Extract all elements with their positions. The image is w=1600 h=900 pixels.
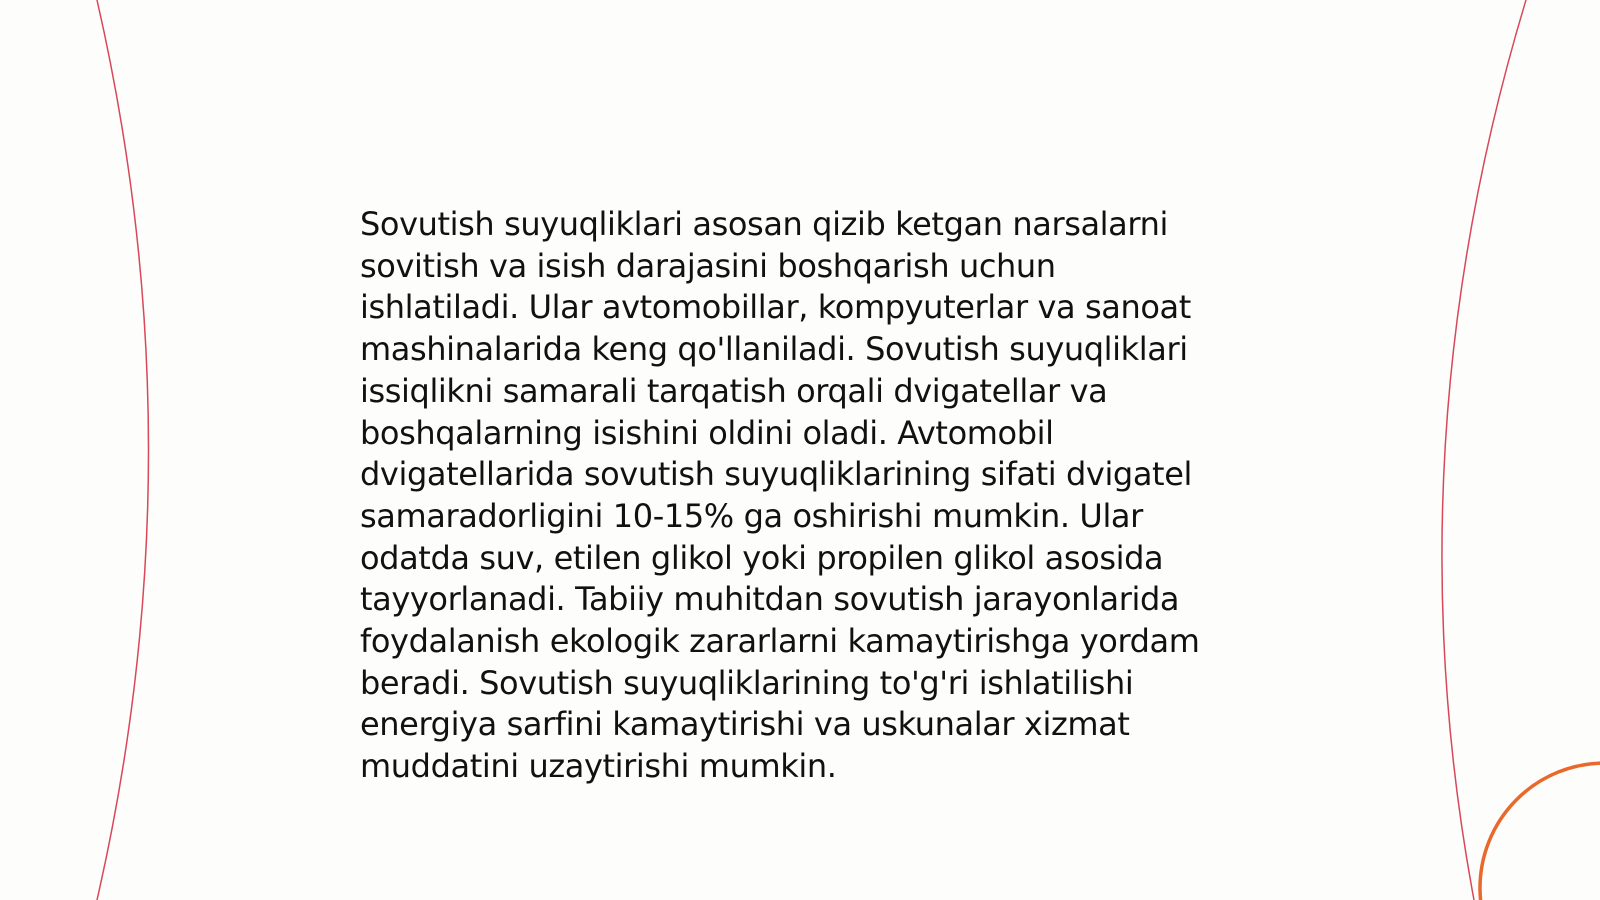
accent-circle	[1480, 763, 1600, 900]
left-arc	[97, 0, 149, 900]
body-text: Sovutish suyuqliklari asosan qizib ketgan narsalarni sovitish va isish darajasini boshqarish uchun ishlatiladi. Ular avtomobillar, kompyuterlar va sanoat mashinalarida keng qo'llaniladi. Sovutish suyuqliklari issiqlikni samarali tarqatish orqali dvigatellar va boshqalarning isishini oldini oladi. Avtomobil dvigatellarida sovutish suyuqliklarining sifati dvigatel samaradorligini 10-15% ga oshirishi mumkin. Ular odatda suv, etilen glikol yoki propilen glikol asosida tayyorlanadi. Tabiiy muhitdan sovutish jarayonlarida foydalanish ekologik zararlarni kamaytirishga yordam beradi. Sovutish suyuqliklarining to'g'ri ishlatilishi energiya sarfini kamaytirishi va uskunalar xizmat muddatini uzaytirishi mumkin.	[360, 205, 1200, 786]
right-arc	[1442, 0, 1526, 900]
